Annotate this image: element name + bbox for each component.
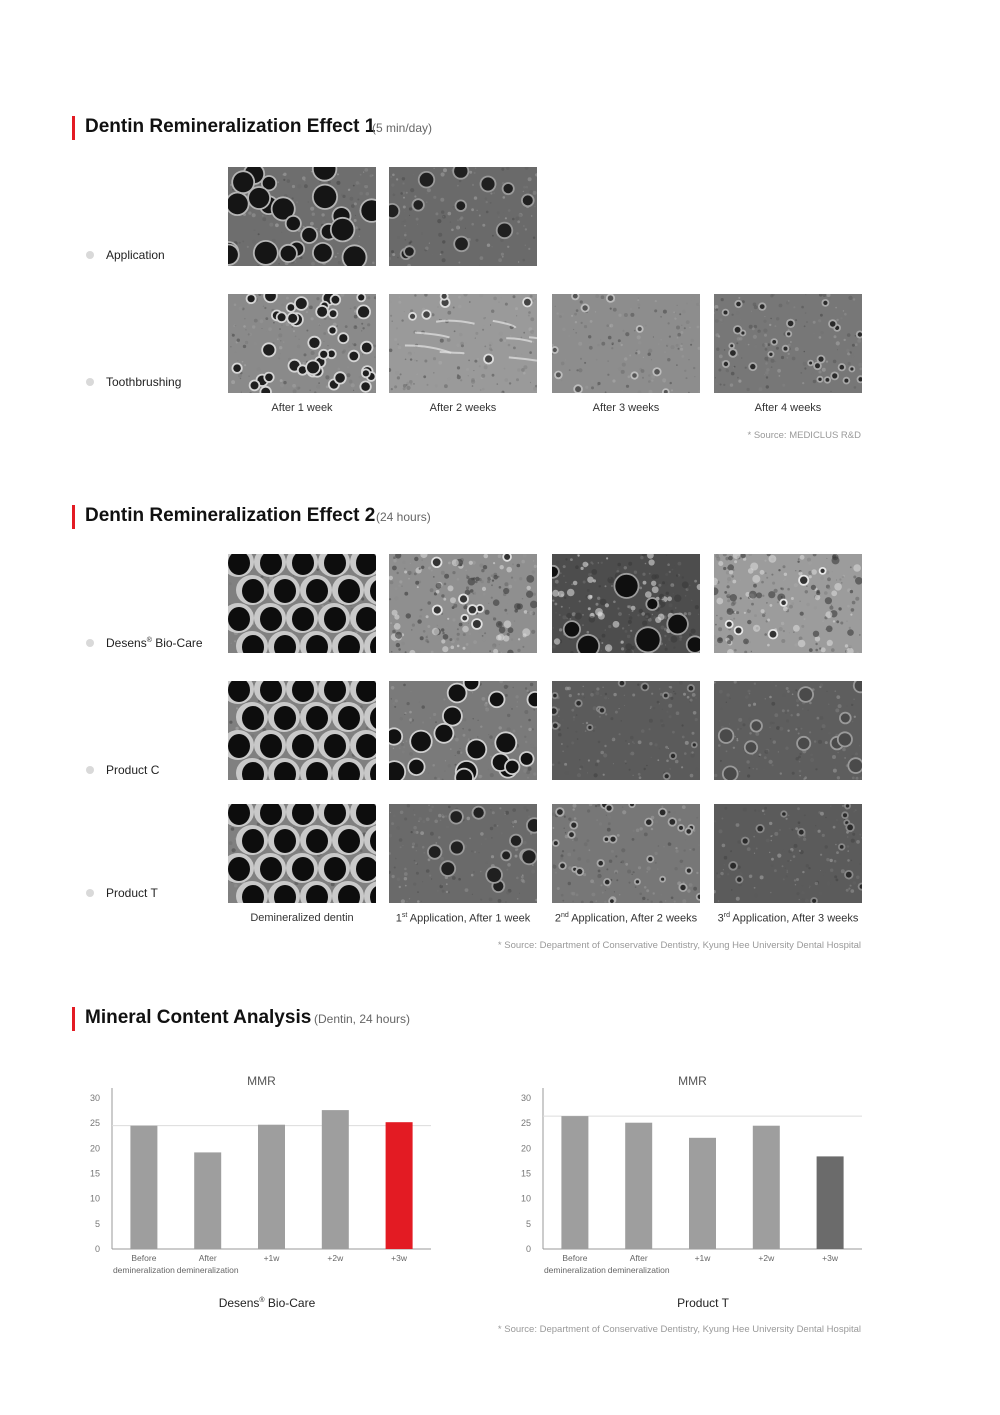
caption-after-4-weeks: After 4 weeks (754, 402, 822, 414)
row-label-toothbrushing (86, 375, 181, 389)
bar (322, 1110, 349, 1249)
sem-image (714, 554, 862, 653)
y-tick-label: 30 (89, 1093, 100, 1103)
chart-product-label-product-t: Product T (677, 1296, 729, 1310)
sem-image (714, 294, 862, 393)
y-tick-label: 25 (89, 1118, 100, 1129)
sem-image (552, 804, 700, 903)
bar (561, 1116, 588, 1249)
sem-image (552, 681, 700, 780)
sem-image (228, 804, 376, 903)
bullet-icon (86, 889, 94, 897)
row-label-product-t (86, 886, 158, 900)
caption-application-2: 2nd Application, After 2 weeks (554, 912, 698, 925)
sem-image (389, 804, 537, 903)
bar (386, 1122, 413, 1249)
source-note-effect1: * Source: MEDICLUS R&D (747, 430, 861, 441)
row-label-product-c (86, 763, 159, 777)
row-label-text: Product T (106, 886, 158, 900)
row-label-desens (86, 636, 203, 650)
row-label-application (86, 248, 165, 262)
chart-title: MMR (247, 1074, 276, 1088)
sem-image (228, 294, 376, 393)
x-tick-label: +3w (822, 1253, 839, 1263)
section-title-effect1: Dentin Remineralization Effect 1 (85, 116, 376, 137)
caption-application-1: 1st Application, After 1 week (395, 912, 531, 925)
x-tick-label: +2w (758, 1253, 775, 1263)
caption-application-3: 3rd Application, After 3 weeks (717, 912, 859, 925)
caption-after-3-weeks: After 3 weeks (592, 402, 660, 414)
row-label-text: Desens® Bio-Care (106, 636, 203, 650)
y-tick-label: 30 (520, 1093, 531, 1103)
y-tick-label: 15 (89, 1168, 100, 1179)
bar (753, 1126, 780, 1249)
y-tick-label: 15 (520, 1168, 531, 1179)
caption-after-2-weeks: After 2 weeks (429, 402, 497, 414)
x-tick-label: Before (562, 1253, 588, 1263)
sem-image (228, 681, 376, 780)
section-title-mineral: Mineral Content Analysis (85, 1007, 312, 1028)
bullet-icon (86, 766, 94, 774)
section-title-effect2: Dentin Remineralization Effect 2 (85, 505, 376, 526)
y-tick-label: 5 (94, 1218, 100, 1229)
bullet-icon (86, 251, 94, 259)
x-tick-label: After (629, 1253, 648, 1263)
bullet-icon (86, 378, 94, 386)
section-accent-bar (72, 1007, 75, 1031)
y-tick-label: 0 (525, 1244, 531, 1254)
sem-image (552, 554, 700, 653)
section-subtitle-mineral: (Dentin, 24 hours) (314, 1012, 411, 1026)
bullet-icon (86, 639, 94, 647)
y-tick-label: 5 (525, 1218, 531, 1229)
y-tick-label: 25 (520, 1118, 531, 1129)
x-tick-label: demineralization (112, 1265, 175, 1275)
bar (258, 1125, 285, 1249)
bar (689, 1138, 716, 1249)
sem-image (389, 681, 537, 780)
bar (130, 1126, 157, 1249)
row-label-text: Application (106, 248, 165, 262)
y-tick-label: 0 (94, 1244, 100, 1254)
sem-image (389, 167, 537, 266)
source-note-mineral: * Source: Department of Conservative Dentistry, Kyung Hee University Dental Hospital (497, 1324, 861, 1335)
caption-after-1-week: After 1 week (271, 402, 333, 414)
x-tick-label: +2w (327, 1253, 344, 1263)
sem-image (389, 294, 537, 393)
x-tick-label: +1w (263, 1253, 280, 1263)
y-tick-label: 20 (520, 1143, 531, 1154)
row-label-text: Product C (106, 763, 160, 777)
section-accent-bar (72, 505, 75, 529)
row-label-text: Toothbrushing (106, 375, 182, 389)
caption-demineralized: Demineralized dentin (250, 912, 354, 924)
x-tick-label: +1w (694, 1253, 711, 1263)
sem-image (228, 554, 376, 653)
sem-image (228, 167, 376, 266)
sem-image (714, 804, 862, 903)
section-accent-bar (72, 116, 75, 140)
x-tick-label: demineralization (543, 1265, 606, 1275)
bar (625, 1123, 652, 1249)
bar (194, 1152, 221, 1249)
y-tick-label: 10 (89, 1193, 100, 1204)
bar-chart-desens (80, 1068, 460, 1283)
sem-image (552, 294, 700, 393)
x-tick-label: Before (131, 1253, 157, 1263)
y-tick-label: 20 (89, 1143, 100, 1154)
chart-title: MMR (678, 1074, 707, 1088)
x-tick-label: After (198, 1253, 217, 1263)
sem-image (389, 554, 537, 653)
x-tick-label: demineralization (176, 1265, 239, 1275)
bar-chart-product-t (511, 1068, 891, 1283)
sem-image (714, 681, 862, 780)
x-tick-label: demineralization (607, 1265, 670, 1275)
y-tick-label: 10 (520, 1193, 531, 1204)
chart-product-label-desens: Desens® Bio-Care (218, 1296, 316, 1310)
x-tick-label: +3w (391, 1253, 408, 1263)
section-subtitle-effect1: (5 min/day) (372, 121, 433, 135)
bar (817, 1156, 844, 1249)
section-subtitle-effect2: (24 hours) (376, 510, 431, 524)
source-note-effect2: * Source: Department of Conservative Dentistry, Kyung Hee University Dental Hospital (497, 940, 861, 951)
